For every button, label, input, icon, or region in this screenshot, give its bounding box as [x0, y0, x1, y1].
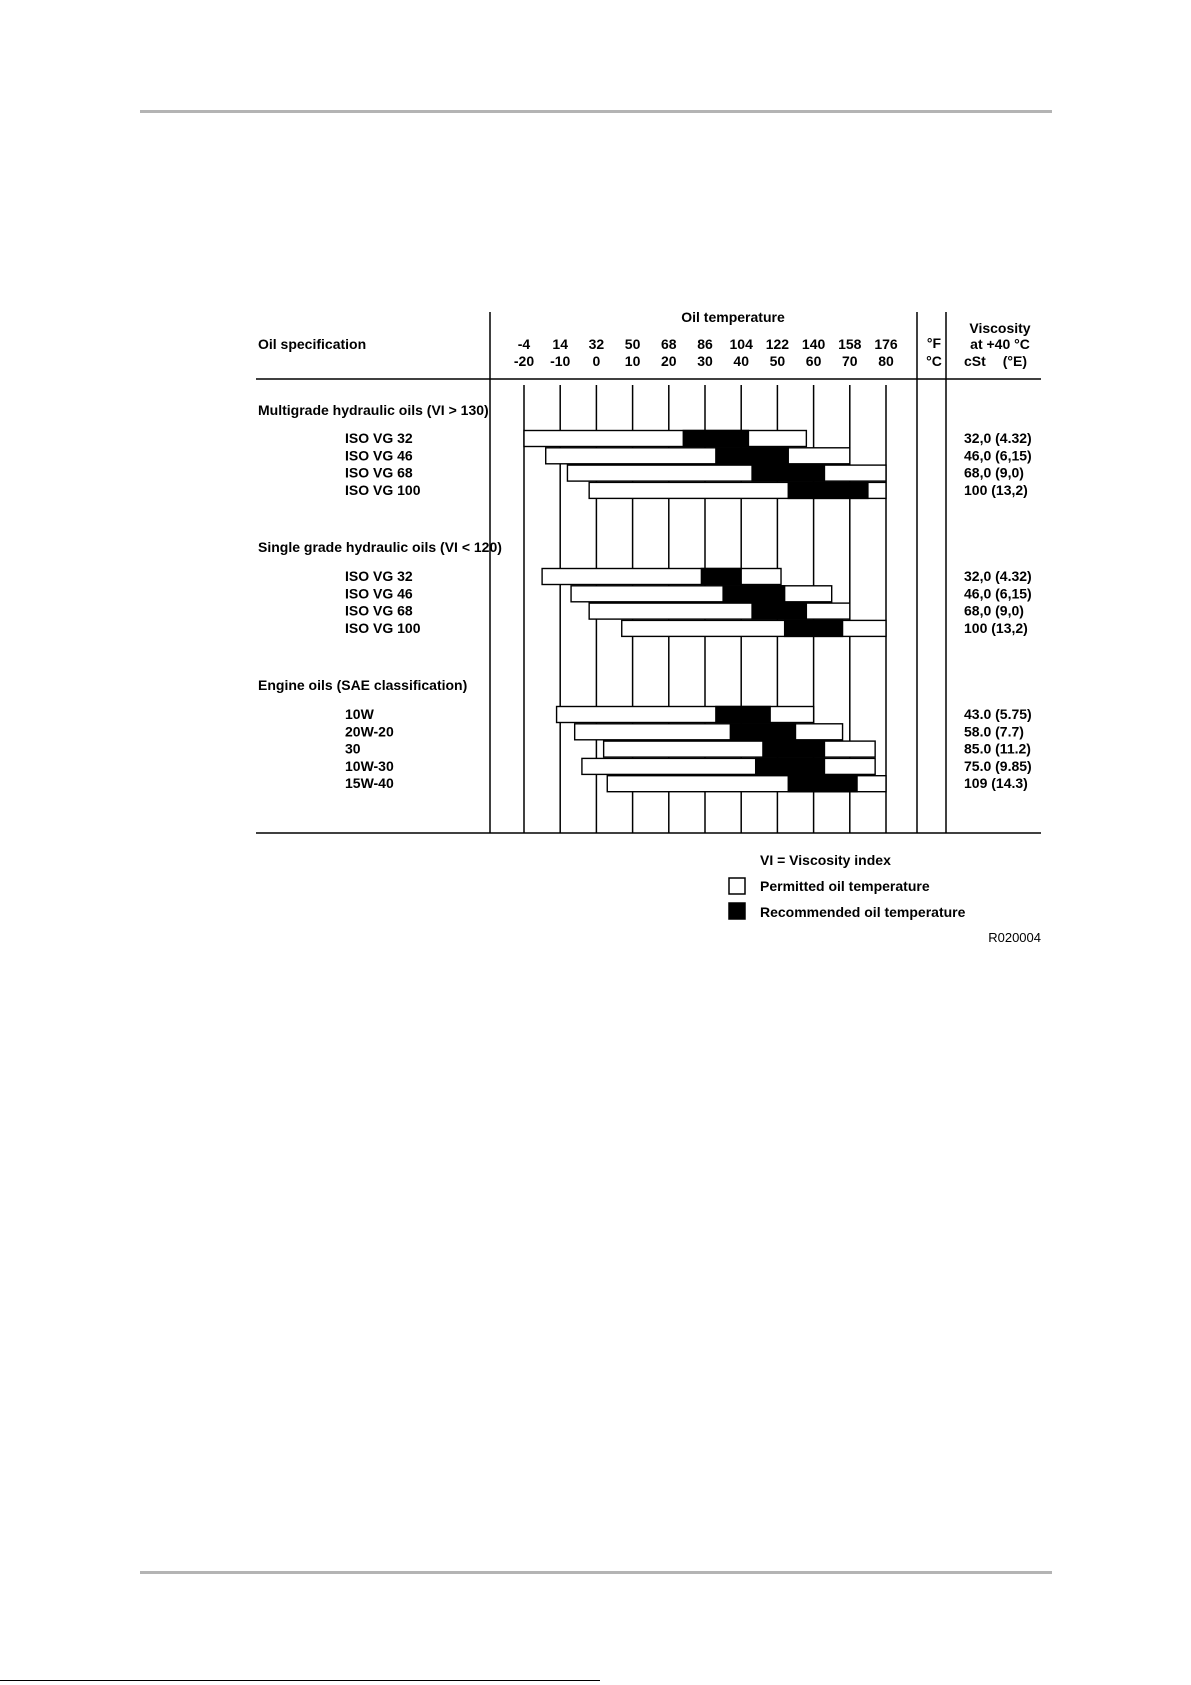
tick-label-f: 104: [729, 336, 753, 352]
row-label: ISO VG 68: [345, 602, 413, 619]
unit-label-c: °C: [926, 353, 942, 369]
permitted-bar: [571, 586, 832, 602]
tick-label-c: 40: [733, 353, 749, 369]
viscosity-header-line1: Viscosity: [969, 320, 1031, 336]
row-label: 10W: [345, 706, 374, 722]
recommended-bar: [716, 448, 788, 464]
permitted-bar: [542, 569, 781, 585]
recommended-bar: [752, 465, 824, 481]
permitted-bar: [557, 707, 814, 723]
axis-ticks: [514, 336, 898, 369]
tick-label-c: -10: [550, 353, 571, 369]
row-label: ISO VG 46: [345, 447, 413, 464]
viscosity-value: 32,0 (4.32): [964, 568, 1032, 584]
viscosity-value: 85.0 (11.2): [964, 740, 1031, 757]
permitted-bar: [589, 603, 850, 619]
row-label: 10W-30: [345, 757, 394, 774]
tick-label-c: 30: [697, 353, 713, 369]
tick-label-f: 32: [588, 336, 605, 352]
tick-label-f: 68: [661, 336, 677, 352]
group-title: Single grade hydraulic oils (VI < 120): [258, 539, 502, 555]
tick-label-f: 140: [801, 336, 826, 352]
viscosity-value: 68,0 (9,0): [964, 602, 1024, 619]
legend-recommended-label: Recommended oil temperature: [760, 904, 966, 920]
legend-permitted-label: Permitted oil temperature: [760, 878, 930, 894]
recommended-bar: [785, 620, 843, 636]
tick-label-f: -4: [517, 336, 531, 352]
row-header: Oil specification: [258, 336, 367, 352]
tick-label-f: 14: [552, 336, 568, 352]
recommended-bar: [756, 758, 825, 774]
row-label: ISO VG 100: [345, 619, 421, 636]
row-label: 20W-20: [345, 723, 394, 740]
legend-permitted-swatch: [729, 878, 745, 894]
tick-label-c: 0: [592, 353, 601, 369]
recommended-bar: [730, 724, 795, 740]
row-label: ISO VG 46: [345, 585, 413, 602]
recommended-bar: [723, 586, 785, 602]
viscosity-header-line2: at +40 °C: [970, 336, 1030, 352]
tick-label-c: 20: [661, 353, 677, 369]
tick-label-f: 158: [838, 336, 862, 352]
viscosity-value: 46,0 (6,15): [964, 585, 1032, 602]
viscosity-value: 46,0 (6,15): [964, 447, 1032, 464]
tick-label-f: 122: [765, 336, 790, 352]
viscosity-value: 43.0 (5.75): [964, 706, 1032, 722]
row-label: 15W-40: [345, 775, 394, 792]
permitted-bar: [604, 741, 876, 757]
figure-code: R020004: [988, 930, 1041, 945]
footer-edge-line: [0, 1680, 600, 1681]
tick-label-c: 50: [769, 353, 786, 369]
row-label: ISO VG 32: [345, 430, 413, 446]
legend-recommended-swatch: [729, 903, 745, 919]
viscosity-header-unit: cSt: [964, 353, 986, 369]
recommended-bar: [788, 776, 857, 792]
viscosity-value: 100 (13,2): [964, 481, 1028, 498]
recommended-bar: [716, 707, 770, 723]
permitted-bar: [567, 465, 886, 481]
recommended-bar: [788, 482, 868, 498]
permitted-bar: [582, 758, 875, 774]
tick-label-c: -20: [513, 353, 535, 369]
viscosity-value: 109 (14.3): [964, 775, 1028, 792]
chart-title: Oil temperature: [681, 309, 785, 325]
chart-rows: [258, 402, 1032, 792]
tick-label-f: 176: [874, 336, 898, 352]
recommended-bar: [683, 431, 748, 447]
tick-label-f: 86: [697, 336, 713, 352]
viscosity-value: 68,0 (9,0): [964, 464, 1024, 481]
tick-label-c: 60: [805, 353, 822, 369]
row-label: 30: [345, 740, 361, 757]
tick-label-f: 50: [624, 336, 641, 352]
permitted-bar: [622, 620, 886, 636]
viscosity-value: 58.0 (7.7): [964, 723, 1024, 740]
viscosity-value: 100 (13,2): [964, 619, 1028, 636]
permitted-bar: [546, 448, 850, 464]
recommended-bar: [701, 569, 741, 585]
viscosity-value: 32,0 (4.32): [964, 430, 1032, 446]
row-label: ISO VG 68: [345, 464, 413, 481]
viscosity-header-engler: (°E): [1002, 353, 1027, 369]
unit-label-f: °F: [926, 335, 942, 351]
permitted-bar: [575, 724, 843, 740]
recommended-bar: [763, 741, 825, 757]
legend-note: VI = Viscosity index: [760, 852, 891, 868]
footer-rule: [140, 1571, 1052, 1574]
tick-label-c: 70: [842, 353, 858, 369]
group-title: Multigrade hydraulic oils (VI > 130): [258, 402, 489, 418]
group-title: Engine oils (SAE classification): [258, 677, 468, 693]
permitted-bar: [524, 431, 806, 447]
recommended-bar: [752, 603, 806, 619]
row-label: ISO VG 32: [345, 568, 413, 584]
row-label: ISO VG 100: [345, 481, 421, 498]
viscosity-value: 75.0 (9.85): [964, 757, 1032, 774]
tick-label-c: 80: [878, 353, 894, 369]
tick-label-c: 10: [624, 353, 641, 369]
